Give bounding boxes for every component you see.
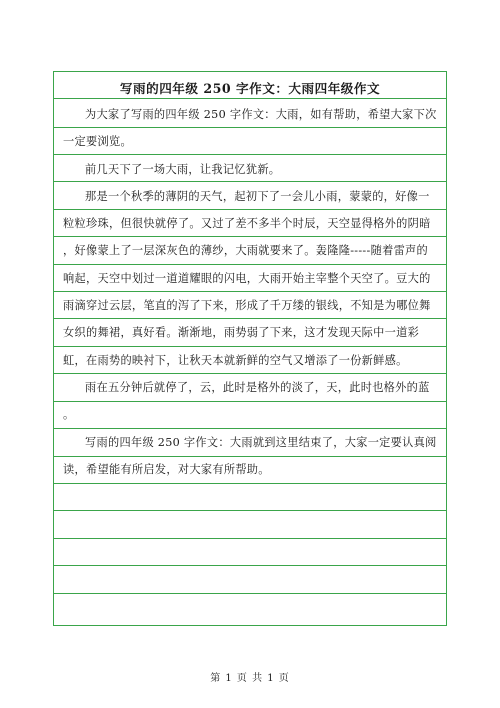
- paragraph-line: 虹，在雨势的映衬下，让秋天本就新鲜的空气又增添了一份新鲜感。: [63, 353, 408, 367]
- paragraph: [54, 101, 446, 156]
- rule-line: [54, 98, 446, 99]
- paragraph: [54, 156, 446, 183]
- paragraph: [54, 429, 446, 484]
- rule-line: [54, 593, 446, 594]
- paragraph-line: 雨在五分钟后就停了，云，此时是格外的淡了，天，此时也格外的蓝: [85, 381, 430, 394]
- paragraph-line: 女织的舞裙，真好看。渐渐地，雨势弱了下来，这才发现天际中一道彩: [63, 326, 420, 340]
- paragraph-line: ，好像蒙上了一层深灰色的薄纱，大雨就要来了。轰隆隆-----随着雷声的: [63, 244, 429, 258]
- paragraph: [54, 183, 446, 374]
- page-number-footer: 第 1 页 共 1 页: [210, 673, 290, 684]
- paragraph-line: 前几天下了一场大雨，让我记忆犹新。: [85, 162, 281, 176]
- paragraph-line: 读，希望能有所启发，对大家有所帮助。: [63, 462, 270, 476]
- paragraph-line: 响起，天空中划过一道道耀眼的闪电，大雨开始主宰整个天空了。豆大的: [63, 271, 431, 285]
- paragraph-line: 一定要浏览。: [63, 135, 132, 149]
- rule-line: [54, 565, 446, 566]
- paragraph-line: 那是一个秋季的薄阴的天气，起初下了一会儿小雨，蒙蒙的，好像一: [85, 189, 430, 203]
- paragraph-line: 为大家了写雨的四年级 250 字作文：大雨，如有帮助，希望大家下次: [85, 108, 437, 121]
- document-title: 写雨的四年级 250 字作文：大雨四年级作文: [119, 81, 381, 96]
- rule-line: [54, 538, 446, 539]
- ruled-paper-sheet: [53, 71, 447, 626]
- paragraph: [54, 374, 446, 429]
- rule-line: [54, 510, 446, 511]
- paragraph-line: 。: [63, 408, 75, 422]
- paragraph-line: 粒粒珍珠，但很快就停了。又过了差不多半个时辰，天空显得格外的阴暗: [63, 217, 431, 231]
- paragraph-line: 写雨的四年级 250 字作文：大雨就到这里结束了，大家一定要认真阅: [85, 435, 437, 449]
- paragraph-line: 雨滴穿过云层，笔直的泻了下来，形成了千万缕的银线，不知是为哪位舞: [63, 299, 431, 313]
